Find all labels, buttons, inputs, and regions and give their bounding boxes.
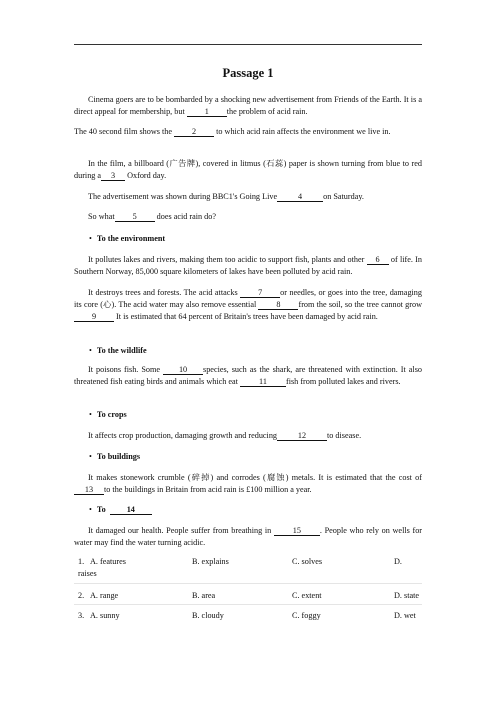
- blank-10[interactable]: 10: [163, 365, 203, 375]
- header-rule: [74, 44, 422, 45]
- option-1-b[interactable]: B. explains: [192, 557, 229, 566]
- text: does acid rain do?: [156, 212, 216, 221]
- text: of life. In Southern Norway, 85,000 square kilometers of lakes have been polluted by acid rain.: [74, 255, 422, 277]
- paragraph-1: [74, 94, 422, 118]
- blank-8[interactable]: 8: [258, 300, 298, 310]
- paragraph-4: [74, 191, 422, 203]
- text: It is estimated that 64 percent of Britain's trees have been damaged by acid rain.: [116, 312, 378, 322]
- heading-buildings: • To buildings: [89, 452, 141, 461]
- blank-3[interactable]: 3: [101, 171, 125, 181]
- heading-text: To buildings: [96, 452, 141, 461]
- option-divider: [74, 583, 422, 585]
- text: It pollutes lakes and rivers, making them too acidic to support fish, plants and other: [88, 255, 365, 264]
- option-3-a[interactable]: A. sunny: [90, 611, 120, 620]
- blank-14[interactable]: 14: [110, 505, 152, 515]
- option-1-d-text: raises: [78, 569, 97, 578]
- option-2-num: 2.: [78, 591, 85, 600]
- paragraph-environment-2: [74, 287, 422, 324]
- option-3-d[interactable]: D. wet: [394, 611, 416, 620]
- option-2-b[interactable]: B. area: [192, 591, 216, 600]
- blank-12[interactable]: 12: [277, 431, 327, 441]
- text: It destroys trees and forests. The acid attacks: [88, 288, 238, 297]
- text: to the buildings in Britain from acid rain is £100 million a year.: [104, 485, 312, 495]
- option-3-c[interactable]: C. foggy: [292, 611, 321, 620]
- text: on Saturday.: [323, 192, 364, 201]
- passage-title: Passage 1: [222, 66, 274, 80]
- option-1-num: 1.: [78, 557, 85, 566]
- option-1-c[interactable]: C. solves: [292, 557, 323, 566]
- heading-text: To: [96, 505, 106, 514]
- text: or needles, or goes into the tree, damaging its core (心). The acid water may also remove essential: [74, 288, 422, 310]
- text: It damaged our health. People suffer from breathing in: [88, 526, 272, 535]
- paragraph-wildlife-1: [74, 364, 422, 388]
- blank-9[interactable]: 9: [74, 312, 114, 322]
- option-2-d[interactable]: D. state: [394, 591, 420, 600]
- heading-environment: • To the environment: [89, 234, 166, 243]
- heading-crops: • To crops: [89, 410, 127, 419]
- paragraph-2: [74, 126, 422, 138]
- text: to disease.: [327, 431, 362, 440]
- paragraph-environment-1: [74, 254, 422, 278]
- blank-15[interactable]: 15: [274, 526, 320, 536]
- blank-5[interactable]: 5: [115, 212, 155, 222]
- option-2-a[interactable]: A. range: [90, 591, 119, 600]
- blank-11[interactable]: 11: [240, 377, 286, 387]
- heading-text: To crops: [96, 410, 127, 419]
- text: Cinema goers are to be bombarded by a shocking new advertisement from Friends of the Earth. It is a direct appeal for membership, but: [74, 95, 422, 117]
- option-1-a[interactable]: A. features: [90, 557, 126, 566]
- text: the problem of acid rain.: [226, 107, 308, 117]
- option-2-c[interactable]: C. extent: [292, 591, 322, 600]
- text: It poisons fish. Some: [88, 365, 161, 374]
- paragraph-buildings-1: [74, 472, 422, 496]
- text: It affects crop production, damaging growth and reducing: [88, 431, 278, 440]
- text: It makes stonework crumble (碎掉) and corrodes (腐蚀) metals. It is estimated that the cost of: [88, 473, 422, 482]
- blank-2[interactable]: 2: [174, 127, 214, 137]
- option-divider: [74, 604, 422, 606]
- heading-text: To the wildlife: [96, 346, 147, 355]
- blank-4[interactable]: 4: [277, 192, 323, 202]
- heading-wildlife: • To the wildlife: [89, 346, 147, 355]
- paragraph-crops-1: [74, 430, 422, 442]
- text: The advertisement was shown during BBC1's Going Live: [88, 192, 278, 201]
- paragraph-5: [74, 211, 422, 223]
- text: from the soil, so the tree cannot grow: [298, 300, 422, 310]
- paragraph-3: [74, 158, 422, 182]
- blank-6[interactable]: 6: [367, 255, 389, 265]
- heading-to-14: • To 14: [89, 505, 152, 515]
- text: to which acid rain affects the environment we live in.: [216, 127, 391, 136]
- option-1-d[interactable]: D.: [394, 557, 402, 566]
- text: The 40 second film shows the: [74, 127, 173, 136]
- text: . People who rely on wells for water may find the water turning acidic.: [74, 526, 423, 548]
- blank-7[interactable]: 7: [240, 288, 280, 298]
- option-3-b[interactable]: B. cloudy: [192, 611, 224, 620]
- text: In the film, a billboard (广告牌), covered in litmus (石蕊) paper is shown turning from blue to red during a: [74, 159, 422, 181]
- text: species, such as the shark, are threatened with extinction. It also threatened fish eating birds and animals which eat: [74, 365, 422, 387]
- text: So what: [88, 212, 115, 221]
- text: fish from polluted lakes and rivers.: [285, 377, 401, 387]
- paragraph-to14-1: [74, 525, 422, 549]
- heading-text: To the environment: [96, 234, 166, 243]
- blank-13[interactable]: 13: [74, 485, 104, 495]
- blank-1[interactable]: 1: [187, 107, 227, 117]
- text: Oxford day.: [127, 171, 167, 181]
- option-3-num: 3.: [78, 611, 85, 620]
